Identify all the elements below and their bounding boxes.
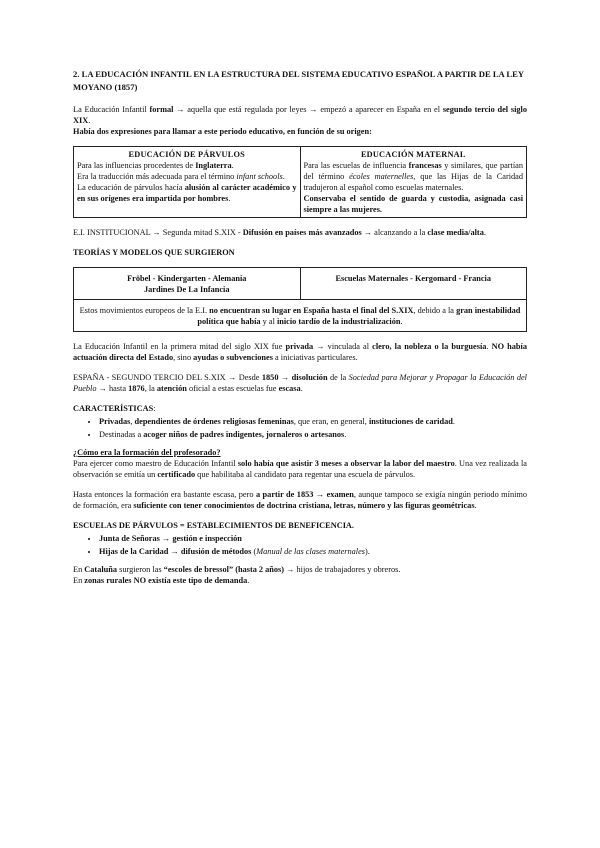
text-bold: gestión e inspección [172,534,242,543]
text-bold: no encuentran su lugar en España hasta el final del S.XIX [209,306,414,315]
schools-list [73,533,527,557]
kergomard-cell [300,268,527,300]
text-bold: TEORÍAS Y MODELOS QUE SURGIERON [73,248,235,257]
list-item [99,429,527,440]
text-bold: NO había actuación directa del Estado [73,342,527,362]
text: , que eran, en general, [293,417,369,426]
text: → Segunda mitad S.XIX - [150,228,243,237]
text-bold: Inglaterra [195,161,232,170]
text-bold: escasa [278,384,301,393]
text: de la [327,373,349,382]
list-item [99,416,527,427]
text: → vinculada al [313,342,373,351]
list-item [99,533,527,544]
text: y al [260,317,277,326]
text: surgieron las [117,565,164,574]
text: Para ejercer como maestro de Educación Infantil [73,459,238,468]
training-paragraph-2 [73,489,527,511]
text: . [88,116,91,125]
text: ). [365,547,370,556]
text: . Una vez realizada la observación se emitía un [73,459,527,479]
text-italic: Manual de las clases maternales [256,547,366,556]
text-bold: gran inestabilidad política que había [197,306,521,326]
frobel-cell [74,268,301,300]
text-bold: Difusión en países más avanzados [242,228,362,237]
text-bold: clase media/alta [427,228,484,237]
maternal-line-2 [304,193,524,215]
text-bold: clero, la nobleza o la burguesía [372,342,487,351]
ei-institucional [73,227,527,238]
text-bold: segundo tercio del siglo XIX [73,105,527,125]
text-bold: “escoles de bressol” (hasta 2 años) [163,565,285,574]
text-bold: instituciones de caridad [368,417,453,426]
text: . [300,384,303,393]
text: oficial a estas escuelas fue [186,384,279,393]
text-bold: Privadas [99,417,131,426]
text-bold: difusión de métodos [180,547,252,556]
text: → aquella que está regulada por leyes → empezó a aparecer en España en el [173,105,443,114]
intro-expressions [73,126,527,137]
parvulos-line-3 [77,182,297,204]
text-bold: solo había que asistir 3 meses a observar la labor del maestro [237,459,455,468]
spain-paragraph [73,372,527,394]
theories-note [74,300,527,332]
comparison-table [73,146,527,218]
text: En [73,565,85,574]
text-bold: Escuelas Maternales - Kergomard - Francia [335,274,492,283]
text: Destinadas a [99,430,144,439]
text-bold: atención [156,384,187,393]
text-bold: Había dos expresiones para llamar a este periodo educativo, en función de su origen: [73,127,372,136]
text-italic: Sociedad para Mejorar y Propagar la Educación del Pueblo [73,373,527,393]
text: , debido a la [413,306,457,315]
training-question [73,447,527,458]
parvulos-line-2 [77,171,297,182]
text: . [344,430,347,439]
parvulos-column [74,147,301,218]
text: Hasta entonces la formación era bastante escasa, pero [73,490,256,499]
text: , la [144,384,157,393]
text-bold: inicio tardío de la industrialización [276,317,401,326]
text-bold: suficiente con tener conocimientos de doctrina cristiana, letras, número y las figuras geométricas [133,501,475,510]
parvulos-header: EDUCACIÓN DE PÁRVULOS [128,150,245,159]
parvulos-line-1 [77,160,297,171]
text: , [130,417,135,426]
text: Para las escuelas de influencia [303,161,409,170]
text-bold: Conservaba el sentido de guarda y custodia, asignada casi siempre a las mujeres. [303,194,523,214]
text-bold: Cataluña [84,565,118,574]
text: . [247,576,250,585]
list-item [99,546,527,557]
characteristics-list [73,416,527,440]
text-bold: CARACTERÍSTICAS [73,404,154,413]
text: que habilitaba al candidato para regentar una escuela de párvulos. [195,470,416,479]
text-italic: écoles maternelles [349,172,414,181]
text: Estos movimientos europeos de la E.I. [79,306,210,315]
text: . [474,501,477,510]
characteristics-heading: CARACTERÍSTICAS: [73,404,156,413]
text-bold: 1876 [128,384,145,393]
text-bold: Junta de Señoras [99,534,160,543]
rural-paragraph [73,575,527,586]
text: La educación de párvulos hacía [77,183,185,192]
text: → [168,547,181,556]
maternal-header: EDUCACIÓN MATERNAL [360,150,466,159]
text-bold: formal [149,105,174,114]
intro-paragraph [73,104,527,126]
text: → hijos de trabajadores y obreros. [284,565,401,574]
text-bold: dependientes de órdenes religiosas femeninas [134,417,294,426]
training-paragraph-1 [73,458,527,480]
maternal-column [300,147,527,218]
text: . [486,342,492,351]
private-paragraph [73,341,527,363]
text: , sino [173,353,194,362]
text: Para las influencias procedentes de [77,161,196,170]
section-title: 2. LA EDUCACIÓN INFANTIL EN LA ESTRUCTURA DEL SISTEMA EDUCATIVO ESPAÑOL A PARTIR DE LA LEY MOYANO (1857) [73,69,524,92]
text-bold: a partir de 1853 [255,490,314,499]
text-bold: francesas [408,161,442,170]
text: . [400,317,403,326]
text: . [231,161,234,170]
text: → alcanzando a la [361,228,428,237]
text: Era la traducción más adecuada para el término [77,172,237,181]
text: . [228,194,231,203]
theories-table [73,267,527,332]
text: → hasta [96,384,129,393]
document-page [73,68,527,586]
text: La Educación Infantil [73,105,150,114]
text: . [483,228,486,237]
text: En [73,576,85,585]
text-bold: Hijas de la Caridad [99,547,169,556]
text-bold: ¿Cómo era la formación del profesorado? [73,448,221,457]
text-bold: ESCUELAS DE PÁRVULOS = ESTABLECIMIENTOS DE BENEFICENCIA. [73,521,354,530]
text: , que las Hijas de la Caridad tradujeron al español como escuelas maternales. [303,172,524,192]
text: a iniciativas particulares. [272,353,358,362]
text: y similares, que partían del término [303,161,523,181]
schools-heading [73,520,527,531]
text: → [159,534,173,543]
text-bold: alusión al carácter académico y en sus orígenes era impartida por hombres [77,183,297,203]
text-bold: acoger niños de padres indigentes, jornaleros o artesanos [143,430,345,439]
catalonia-paragraph [73,564,527,575]
text: , aunque tampoco se exigía ningún periodo mínimo de formación, era [73,490,527,510]
text: → [313,490,327,499]
text: . [452,417,455,426]
text-bold: disolución [291,373,328,382]
text-bold: zonas rurales NO existía este tipo de demanda [84,576,248,585]
text: ( [251,547,257,556]
text-italic: infant schools [236,172,283,181]
text-bold: examen [326,490,354,499]
text-bold: privada [285,342,314,351]
text: → [278,373,292,382]
text-bold: Jardines De La Infancia [143,285,230,294]
text-bold: ayudas o subvenciones [193,353,273,362]
text: ESPAÑA - SEGUNDO TERCIO DEL S.XIX → Desde [73,373,262,382]
text-bold: certificado [157,470,196,479]
text: E.I. INSTITUCIONAL [73,228,151,237]
maternal-line-1 [304,160,524,193]
text-bold: Fröbel - Kindergarten - Alemania [127,274,247,283]
text-bold: 1850 [261,373,279,382]
text: La Educación Infantil en la primera mitad del siglo XIX fue [73,342,286,351]
theories-heading [73,247,527,258]
text: . [282,172,285,181]
